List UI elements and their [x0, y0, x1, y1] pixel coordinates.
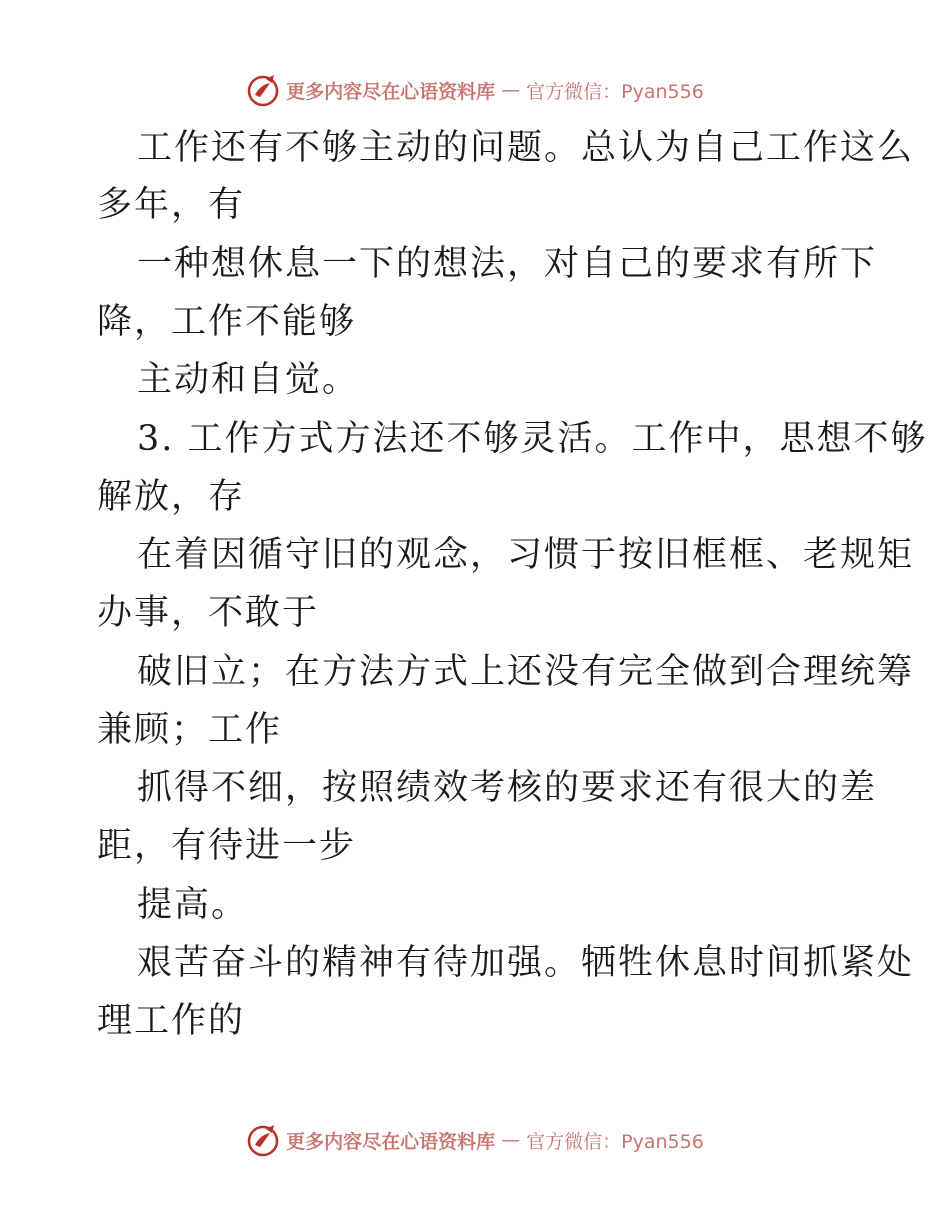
- brand-logo-icon: [246, 1123, 280, 1157]
- footer-separator: —: [501, 1129, 521, 1151]
- text-line: 主动和自觉。: [137, 360, 360, 400]
- text-line: 一种想休息一下的想法，对自己的要求有所下: [137, 244, 878, 284]
- text-line: 距，有待进一步: [97, 826, 357, 866]
- text-line: 解放，存: [97, 477, 246, 517]
- text-line: 办事，不敢于: [97, 593, 320, 633]
- text-line: 工作还有不够主动的问题。总认为自己工作这么: [137, 128, 915, 168]
- text-line: 降，工作不能够: [97, 302, 357, 342]
- header-brand-text: 更多内容尽在心语资料库: [286, 80, 496, 103]
- header-separator: —: [501, 79, 521, 101]
- footer-banner: [0, 1120, 950, 1160]
- footer-brand-text: 更多内容尽在心语资料库: [286, 1130, 496, 1153]
- header-wechat-text: 官方微信：Pyan556: [526, 80, 704, 103]
- footer-wechat-text: 官方微信：Pyan556: [526, 1130, 704, 1153]
- text-line: 抓得不细，按照绩效考核的要求还有很大的差: [137, 768, 878, 808]
- text-line: 理工作的: [97, 1001, 246, 1041]
- text-line: 破旧立；在方法方式上还没有完全做到合理统筹: [137, 652, 915, 692]
- text-line: 在着因循守旧的观念，习惯于按旧框框、老规矩: [137, 535, 915, 575]
- brand-logo-icon: [246, 73, 280, 107]
- header-banner: [0, 70, 950, 110]
- text-line: 提高。: [137, 885, 249, 925]
- text-line: 兼顾；工作: [97, 710, 283, 750]
- text-line: 多年，有: [97, 185, 246, 225]
- text-line: 3. 工作方式方法还不够灵活。工作中，思想不够: [137, 419, 928, 459]
- text-line: 艰苦奋斗的精神有待加强。牺牲休息时间抓紧处: [137, 943, 915, 983]
